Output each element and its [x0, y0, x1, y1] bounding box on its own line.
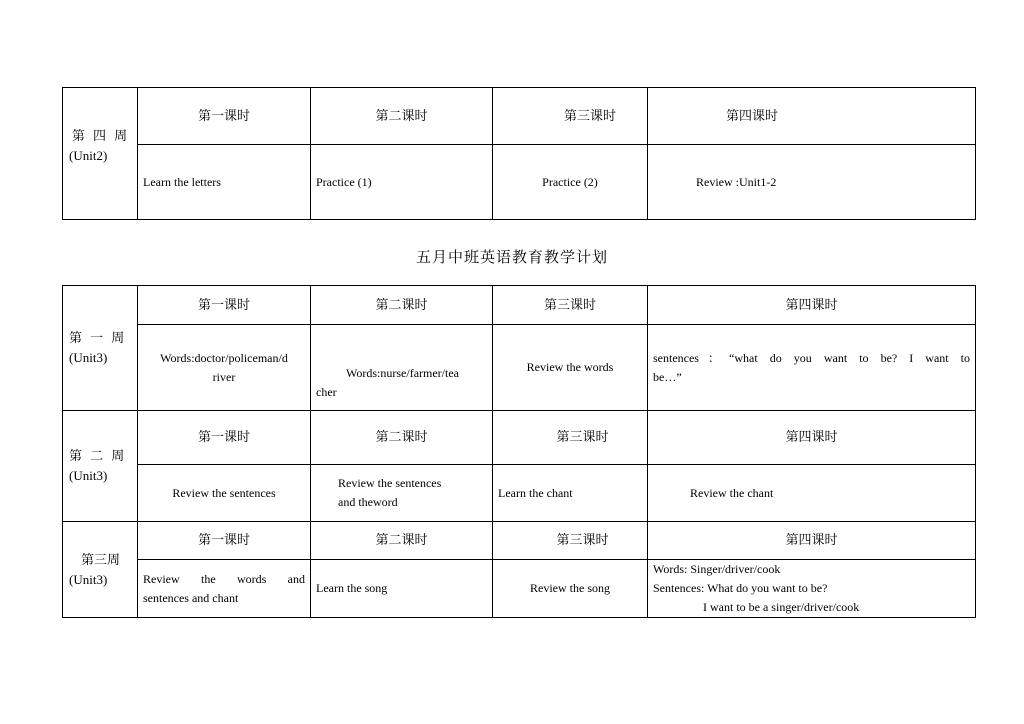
lesson-line: Words: Singer/driver/cook [653, 562, 781, 576]
lesson-cell: Learn the letters [138, 145, 311, 220]
lesson-cell [648, 325, 976, 411]
unit-label: (Unit3) [69, 350, 108, 365]
period-header: 第一课时 [138, 522, 311, 560]
lesson-cell [138, 325, 311, 411]
period-header: 第三课时 [493, 411, 648, 465]
lesson-line: Review the sentences [338, 476, 442, 490]
week3-label-cell [63, 522, 138, 618]
week2-label-cell [63, 411, 138, 522]
period-header: 第三课时 [493, 88, 648, 145]
lesson-cell [648, 465, 976, 522]
lesson-cell [138, 465, 311, 522]
lesson-cell [311, 560, 493, 618]
lesson-line: sentences：“what do you want to be? I want to [653, 350, 970, 365]
lesson-cell: Practice (1) [311, 145, 493, 220]
lesson-cell [311, 325, 493, 411]
week1-label-cell [63, 286, 138, 411]
week-label: 第 四 周 [71, 128, 130, 144]
lesson-line: cher [316, 385, 337, 399]
period-header: 第二课时 [311, 411, 493, 465]
period-header: 第一课时 [138, 411, 311, 465]
week-label: 第 一 周 [69, 331, 127, 346]
lesson-cell: Practice (2) [493, 145, 648, 220]
lesson-line: Review the chant [690, 485, 774, 500]
lesson-line: sentences and chant [143, 590, 239, 605]
lesson-cell [493, 560, 648, 618]
period-header: 第二课时 [311, 286, 493, 325]
period-header: 第三课时 [493, 522, 648, 560]
lesson-cell [493, 465, 648, 522]
week-label: 第三周 [80, 552, 120, 568]
lesson-line: Words:doctor/policeman/d [160, 350, 288, 365]
plan-title: 五月中班英语教育教学计划 [415, 248, 608, 266]
period-header: 第四课时 [648, 522, 976, 560]
lesson-line: Review the sentences [172, 485, 276, 500]
lesson-line: Sentences: What do you want to be? [653, 581, 828, 595]
unit-label: (Unit3) [69, 468, 108, 483]
period-header: 第二课时 [311, 522, 493, 560]
period-header: 第四课时 [648, 411, 976, 465]
period-header: 第四课时 [648, 286, 976, 325]
lesson-line: river [212, 369, 236, 384]
lesson-line: Words:nurse/farmer/tea [346, 366, 459, 380]
lesson-cell [648, 560, 976, 618]
lesson-cell [138, 560, 311, 618]
lesson-line: Review the words and [143, 571, 305, 586]
week-label: 第 二 周 [69, 449, 127, 464]
period-header: 第一课时 [138, 286, 311, 325]
period-header: 第三课时 [493, 286, 648, 325]
lesson-cell [493, 325, 648, 411]
lesson-line: and theword [338, 495, 398, 509]
period-header: 第四课时 [648, 88, 976, 145]
lesson-line: Learn the chant [498, 485, 573, 500]
lesson-line: I want to be a singer/driver/cook [703, 600, 860, 614]
may-plan-table [62, 285, 976, 618]
week4-table [62, 87, 976, 220]
period-header: 第一课时 [138, 88, 311, 145]
week4-label-cell [63, 88, 138, 220]
unit-label: (Unit2) [69, 147, 108, 163]
lesson-line: Learn the song [316, 581, 388, 595]
lesson-cell: Review :Unit1-2 [648, 145, 976, 220]
lesson-line: Review the song [530, 581, 610, 595]
period-header: 第二课时 [311, 88, 493, 145]
unit-label: (Unit3) [69, 571, 108, 587]
lesson-line: Review the words [526, 360, 614, 374]
lesson-line: be…” [653, 369, 682, 384]
lesson-cell [311, 465, 493, 522]
